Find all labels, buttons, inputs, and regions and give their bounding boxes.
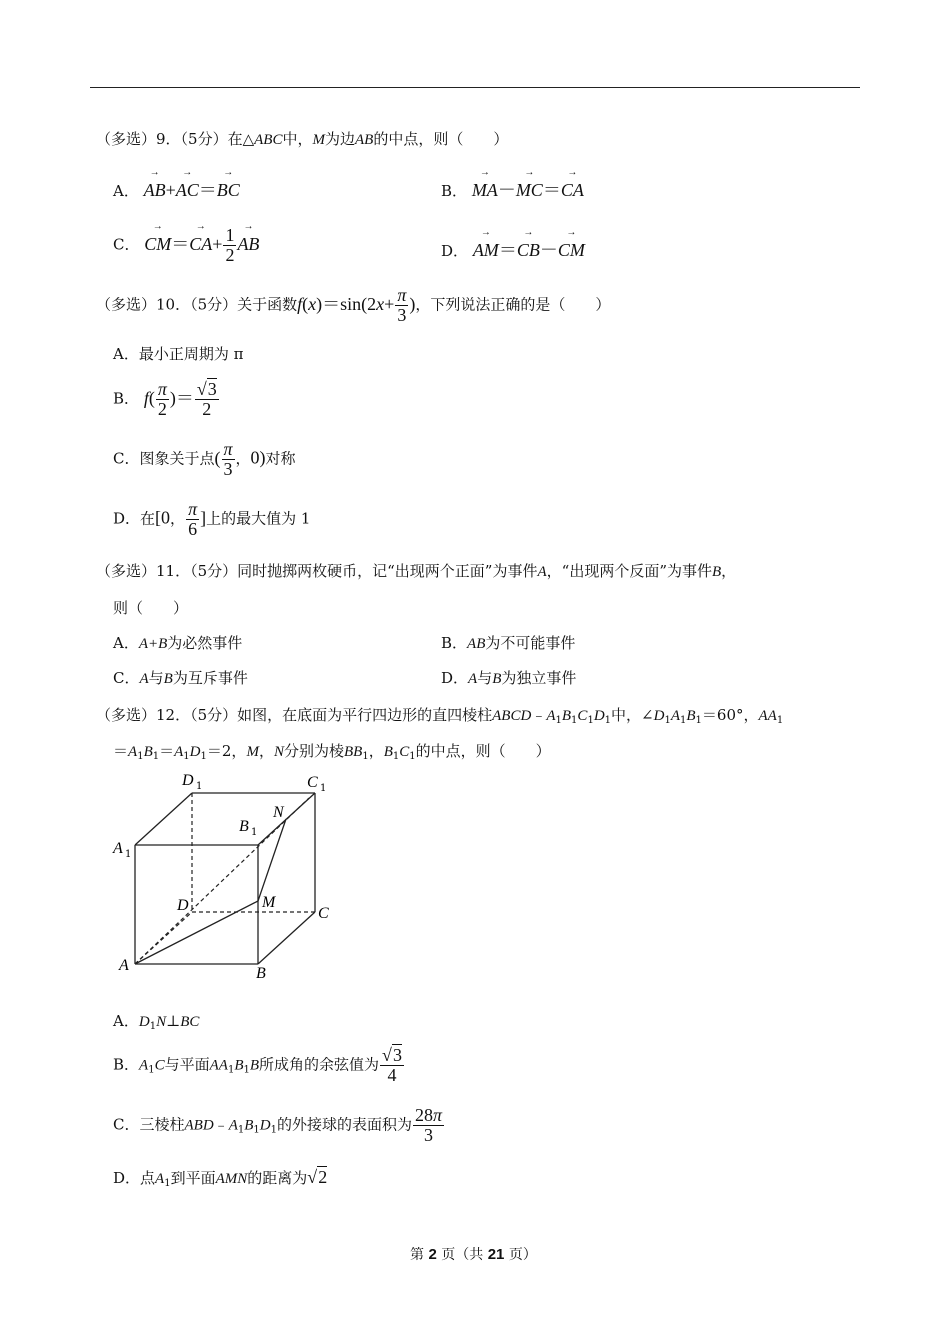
label-a1: A bbox=[113, 840, 123, 857]
q10-option-b[interactable]: B． f( $\frac{\pi}{2}$ )＝ $\frac{√3}{2}$ bbox=[113, 379, 217, 419]
svg-text:1: 1 bbox=[125, 849, 132, 860]
q12-option-b[interactable]: B．$A_1C$与平面$AA_1B_1B$所成角的余弦值为 $\frac{√3}{4}$ bbox=[113, 1045, 402, 1085]
q9-option-a[interactable]: A． → AB+→ AC＝→ BC bbox=[113, 176, 240, 202]
svg-text:1: 1 bbox=[251, 827, 258, 838]
label-d: D bbox=[177, 897, 189, 914]
segment-a-m bbox=[135, 901, 258, 964]
page-footer: 第 2 页（共 21 页） bbox=[410, 1246, 537, 1263]
q12-option-c[interactable]: C．三棱柱$ABD﹣A_1B_1D_1$的外接球的表面积为 $\frac{28\pi}{3}$ bbox=[113, 1105, 443, 1145]
segment-m-n bbox=[258, 819, 286, 901]
label-n: N bbox=[273, 804, 284, 821]
edge-a-d bbox=[135, 912, 192, 964]
label-m: M bbox=[262, 894, 276, 911]
q11-stem-line1: （多选）11．（5分）同时抛掷两枚硬币，记“出现两个正面”为事件A，“出现两个反面”为事件B， bbox=[96, 562, 737, 580]
q11-stem-line2: 则（ ） bbox=[113, 599, 189, 617]
q12-stem-line2: $=A_1B_1=A_1D_1=2$，M，N分别为棱$BB_1$，$B_1C_1$的中点，则（ ） bbox=[113, 742, 551, 762]
segment-a-n bbox=[135, 798, 309, 964]
q11-option-c[interactable]: C．A与B为互斥事件 bbox=[113, 669, 248, 687]
q10-stem: （多选）10．（5分）关于函数f(x)＝sin(2x+ $\frac{\pi}{3}$ )，下列说法正确的是（ ） bbox=[96, 285, 611, 325]
q9-option-b[interactable]: B． → MA－→ MC＝→ CA bbox=[441, 176, 584, 202]
label-c1: C bbox=[307, 774, 318, 791]
q12-stem-line1: （多选）12．（5分）如图，在底面为平行四边形的直四棱柱$ABCD﹣A_1B_1C_1D_1$中，$\angle D_1A_1B_1=60^\circ$，$AA_1$ bbox=[96, 706, 784, 726]
q9-stem: （多选）9．（5分）在△ABC中，M为边AB的中点，则（ ） bbox=[96, 130, 509, 148]
edge-a1-d1 bbox=[135, 793, 192, 845]
prism-figure bbox=[100, 765, 340, 990]
svg-text:1: 1 bbox=[196, 781, 203, 792]
edge-c1-b1 bbox=[258, 793, 315, 845]
q12-option-a[interactable]: A．$D_1N\perp BC$ bbox=[113, 1012, 200, 1032]
q10-option-a[interactable]: A．最小正周期为 π bbox=[113, 345, 244, 363]
label-a: A bbox=[119, 957, 129, 974]
q9-option-c[interactable]: C． → CM＝→ CA+ $\frac{1}{2}$ → AB bbox=[113, 226, 259, 265]
q11-option-d[interactable]: D．A与B为独立事件 bbox=[441, 669, 577, 687]
q9-option-d[interactable]: D． → AM＝→ CB－→ CM bbox=[441, 236, 585, 262]
svg-text:1: 1 bbox=[320, 783, 327, 794]
label-b: B bbox=[256, 965, 266, 982]
q12-option-d[interactable]: D．点$A_1$到平面AMN的距离为√2 bbox=[113, 1167, 328, 1189]
edge-b-c bbox=[258, 912, 315, 964]
q10-option-d[interactable]: D．在[0， $\frac{\pi}{6}$ ]上的最大值为 1 bbox=[113, 499, 311, 539]
label-b1: B bbox=[239, 818, 249, 835]
header-rule bbox=[90, 87, 860, 88]
q11-option-b[interactable]: B．AB为不可能事件 bbox=[441, 634, 576, 652]
q10-option-c[interactable]: C．图象关于点( $\frac{\pi}{3}$ ，0)对称 bbox=[113, 439, 296, 479]
label-c: C bbox=[318, 905, 329, 922]
q11-option-a[interactable]: A．A+B为必然事件 bbox=[113, 634, 243, 652]
label-d1: D bbox=[182, 772, 194, 789]
